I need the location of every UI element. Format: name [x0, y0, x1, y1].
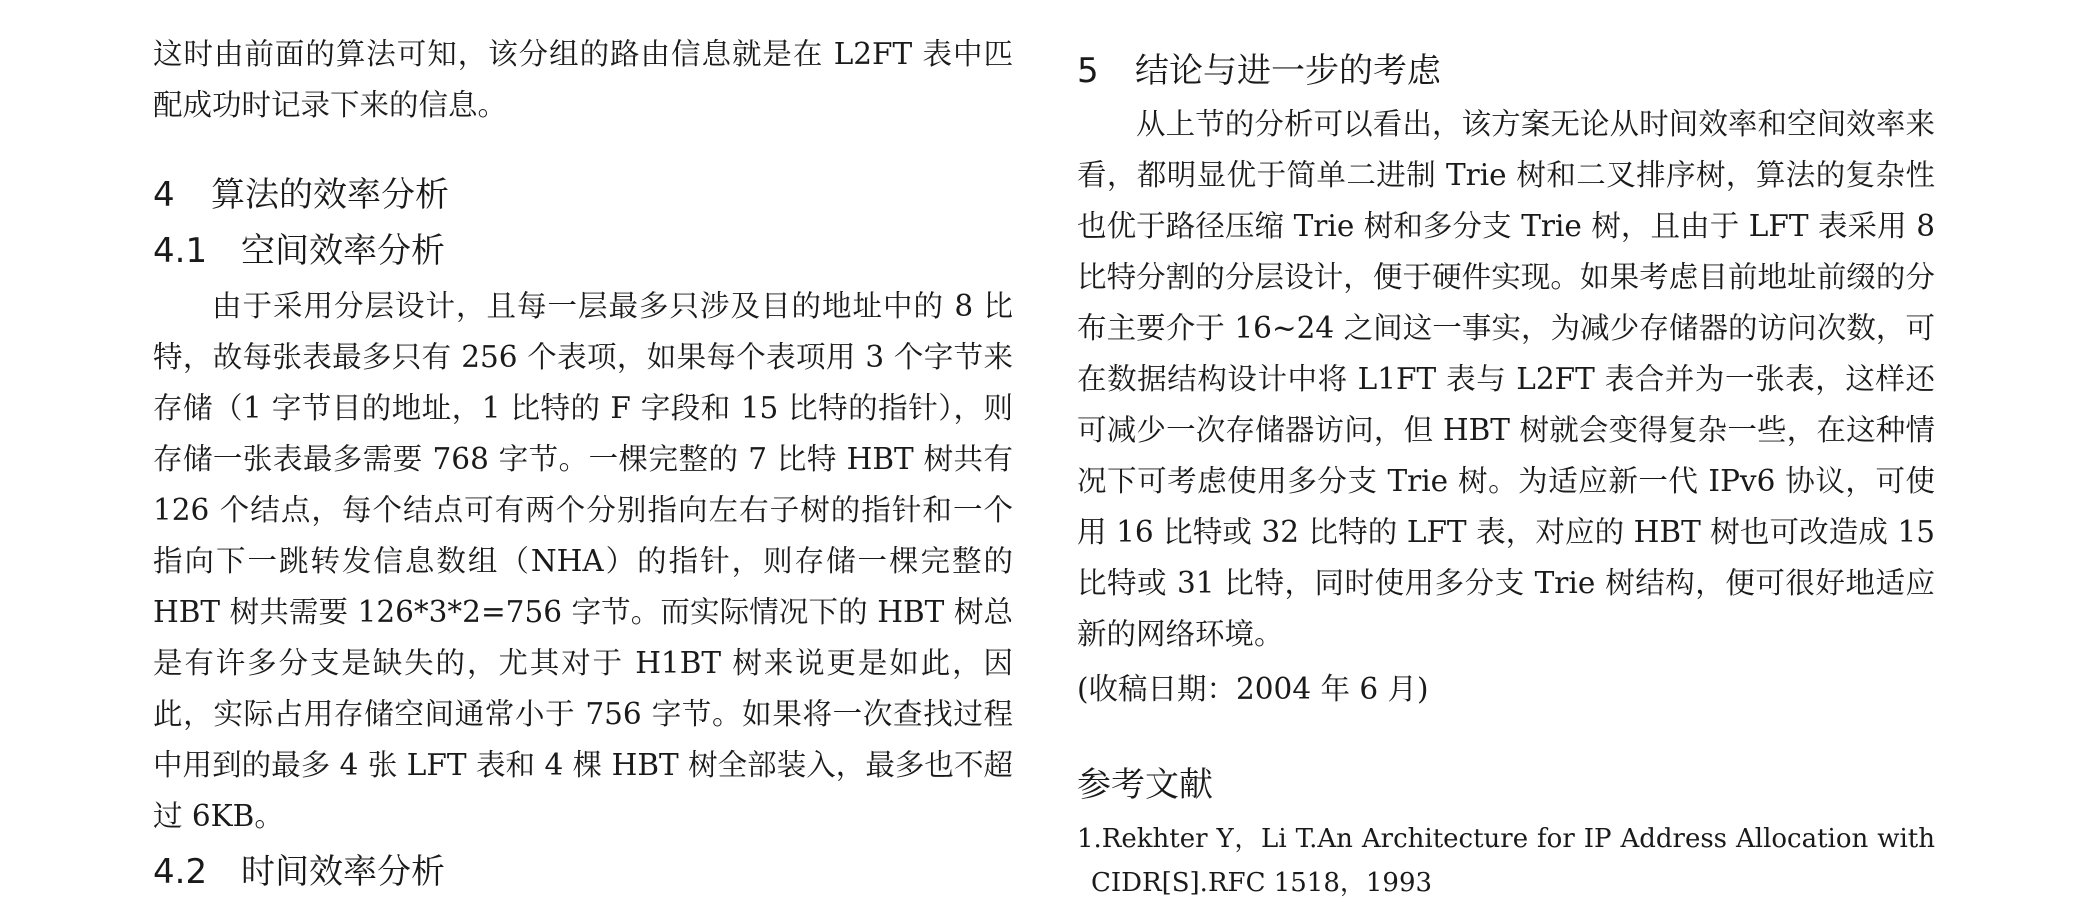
section-number: 4: [153, 175, 175, 215]
section-title: 结论与进一步的考虑: [1135, 51, 1441, 91]
section-title: 算法的效率分析: [211, 175, 449, 215]
section-4-heading: [153, 167, 1013, 223]
section-number: 5: [1077, 51, 1099, 91]
section-number: 4.2: [153, 852, 208, 892]
section-4-1-paragraph: 由于采用分层设计，且每一层最多只涉及目的地址中的 8 比特，故每张表最多只有 256 个表项，如果每个表项用 3 个字节来存储（1 字节目的地址，1 比特的 F 字段和 15 比特的指针），则存储一张表最多需要 768 字节。一棵完整的 7 比特 HBT 树共有 126 个结点，每个结点可有两个分别指向左右子树的指针和一个指向下一跳转发信息数组（NHA）的指针，则存储一棵完整的 HBT 树共需要 126*3*2=756 字节。而实际情况下的 HBT 树总是有许多分支是缺失的，尤其对于 H1BT 树来说更是如此，因此，实际占用存储空间通常小于 756 字节。如果将一次查找过程中用到的最多 4 张 LFT 表和 4 棵 HBT 树全部装入，最多也不超过 6KB。: [153, 289, 1013, 833]
reference-list: [1077, 817, 1935, 905]
section-5-paragraph: 从上节的分析可以看出，该方案无论从时间效率和空间效率来看，都明显优于简单二进制 Trie 树和二叉排序树，算法的复杂性也优于路径压缩 Trie 树和多分支 Trie 树，且由于 LFT 表采用 8 比特分割的分层设计，便于硬件实现。如果考虑目前地址前缀的分布主要介于 16~24 之间这一事实，为减少存储器的访问次数，可在数据结构设计中将 L1FT 表与 L2FT 表合并为一张表，这样还可减少一次存储器访问，但 HBT 树就会变得复杂一些，在这种情况下可考虑使用多分支 Trie 树。为适应新一代 IPv6 协议，可使用 16 比特或 32 比特的 LFT 表，对应的 HBT 树也可改造成 15 比特或 31 比特，同时使用多分支 Trie 树结构，便可很好地适应新的网络环境。: [1077, 107, 1935, 651]
section-number: 4.1: [153, 231, 208, 271]
reference-item: 1.Rekhter Y，Li T.An Architecture for IP Address Allocation with CIDR[S].RFC 1518，1993: [1077, 824, 1935, 898]
intro-paragraph: 这时由前面的算法可知，该分组的路由信息就是在 L2FT 表中匹配成功时记录下来的信息。: [153, 37, 1013, 122]
received-date: (收稿日期：2004 年 6 月): [1077, 672, 1429, 706]
section-title: 空间效率分析: [241, 231, 445, 271]
right-column: [1077, 0, 1935, 905]
references-heading: 参考文献: [1077, 765, 1213, 805]
left-column: [153, 0, 1013, 900]
section-4-1-heading: [153, 223, 1013, 279]
section-5-heading: [1077, 43, 1935, 99]
section-title: 时间效率分析: [241, 852, 445, 892]
section-4-2-heading: [153, 844, 1013, 900]
